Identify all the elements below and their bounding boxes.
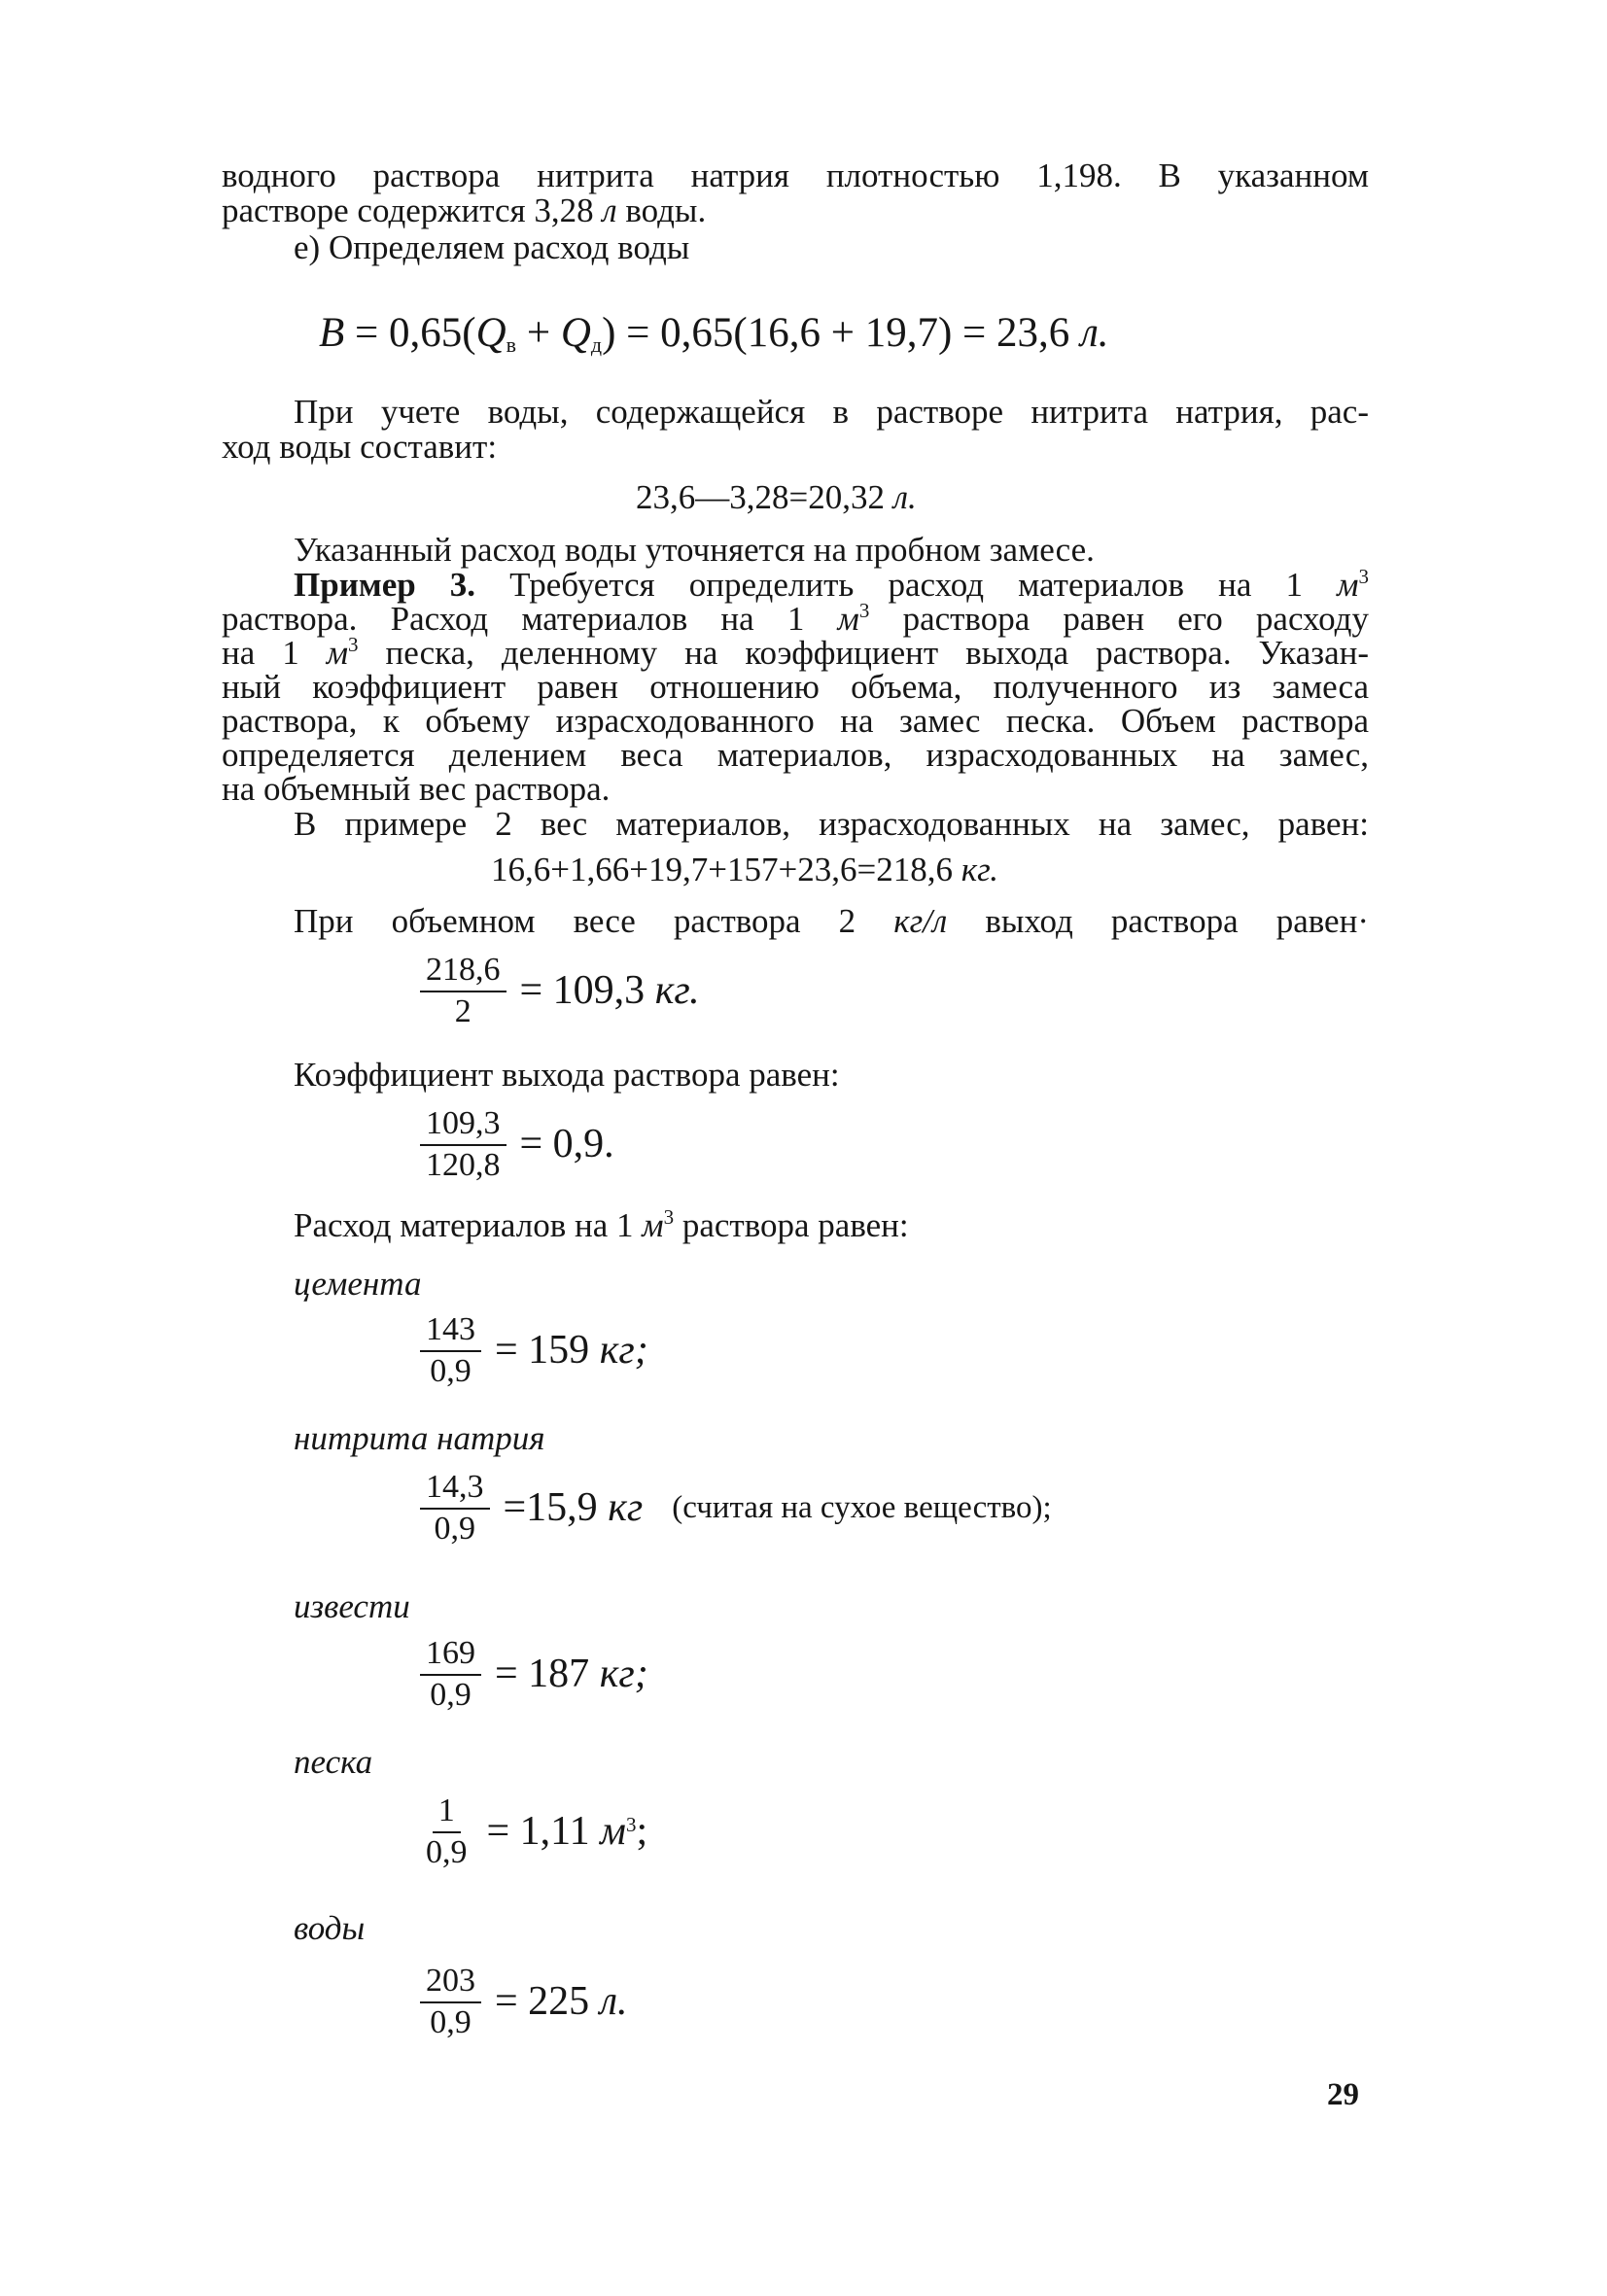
text-line: раствора. Расход материалов на 1 $м^3$ раствора равен его расходу (222, 599, 1369, 638)
text-line: раствора, к объему израсходованного на замес песка. Объем раствора (222, 702, 1369, 740)
text-line: В примере 2 вес материалов, израсходованных на замес, равен: (294, 805, 1369, 843)
list-item-e: е) Определяем расход воды (294, 228, 690, 266)
text-line: ный коэффициент равен отношению объема, полученного из замеса (222, 668, 1369, 706)
text-line: водного раствора нитрита натрия плотностью 1,198. В указанном (222, 157, 1369, 194)
formula-cement: $\frac{143}{0,9}$ = 159 кг; (420, 1312, 648, 1389)
formula-nitrite: $\frac{14,3}{0,9}$ =15,9 кг (считая на сухое вещество); (420, 1470, 1052, 1547)
formula-coefficient: $\frac{109,3}{120,8}$ = 0,9. (420, 1106, 614, 1183)
text-line: Указанный расход воды уточняется на пробном замесе. (294, 531, 1095, 569)
text-line: Коэффициент выхода раствора равен: (294, 1056, 840, 1094)
text-line: растворе содержится 3,28 л воды. (222, 191, 707, 229)
material-label-sand: песка (294, 1743, 373, 1781)
material-label-cement: цемента (294, 1265, 422, 1303)
formula-sand: $\frac{1}{0,9}$ = 1,11 $м^3$; (426, 1792, 648, 1870)
text-line: на объемный вес раствора. (222, 770, 611, 808)
formula-yield: $\frac{218,6}{2}$ = 109,3 кг. (420, 953, 700, 1029)
text-line: ход воды составит: (222, 428, 498, 466)
text-line: При учете воды, содержащейся в растворе нитрита натрия, рас- (294, 393, 1369, 431)
text-line: на 1 $м^3$ песка, деленному на коэффициент выхода раствора. Указан- (222, 633, 1370, 672)
formula-water-net: 23,6—3,28=20,32 л. (636, 478, 917, 516)
formula-sum: 16,6+1,66+19,7+157+23,6=218,6 кг. (491, 851, 999, 888)
formula-water-consumption: $\frac{203}{0,9}$ = 225 л. (420, 1964, 628, 2040)
material-label-lime: извести (294, 1587, 410, 1625)
formula-water: $B = 0,65(Q_в + Q_д) = 0,65(16,6 + 19,7) = 23,6$ л. (319, 310, 1109, 357)
text-line: При объемном весе раствора 2 кг/л выход раствора равен· (294, 902, 1369, 940)
text-line: определяется делением веса материалов, израсходованных на замес, (222, 736, 1369, 774)
material-label-nitrite: нитрита натрия (294, 1419, 545, 1457)
material-label-water: воды (294, 1909, 366, 1947)
example-3-heading: Пример 3. Требуется определить расход материалов на 1 $м^3$ (294, 565, 1370, 604)
text-line: Расход материалов на 1 $м^3$ раствора равен: (294, 1205, 909, 1244)
page-number: 29 (1327, 2077, 1359, 2112)
formula-lime: $\frac{169}{0,9}$ = 187 кг; (420, 1636, 648, 1713)
